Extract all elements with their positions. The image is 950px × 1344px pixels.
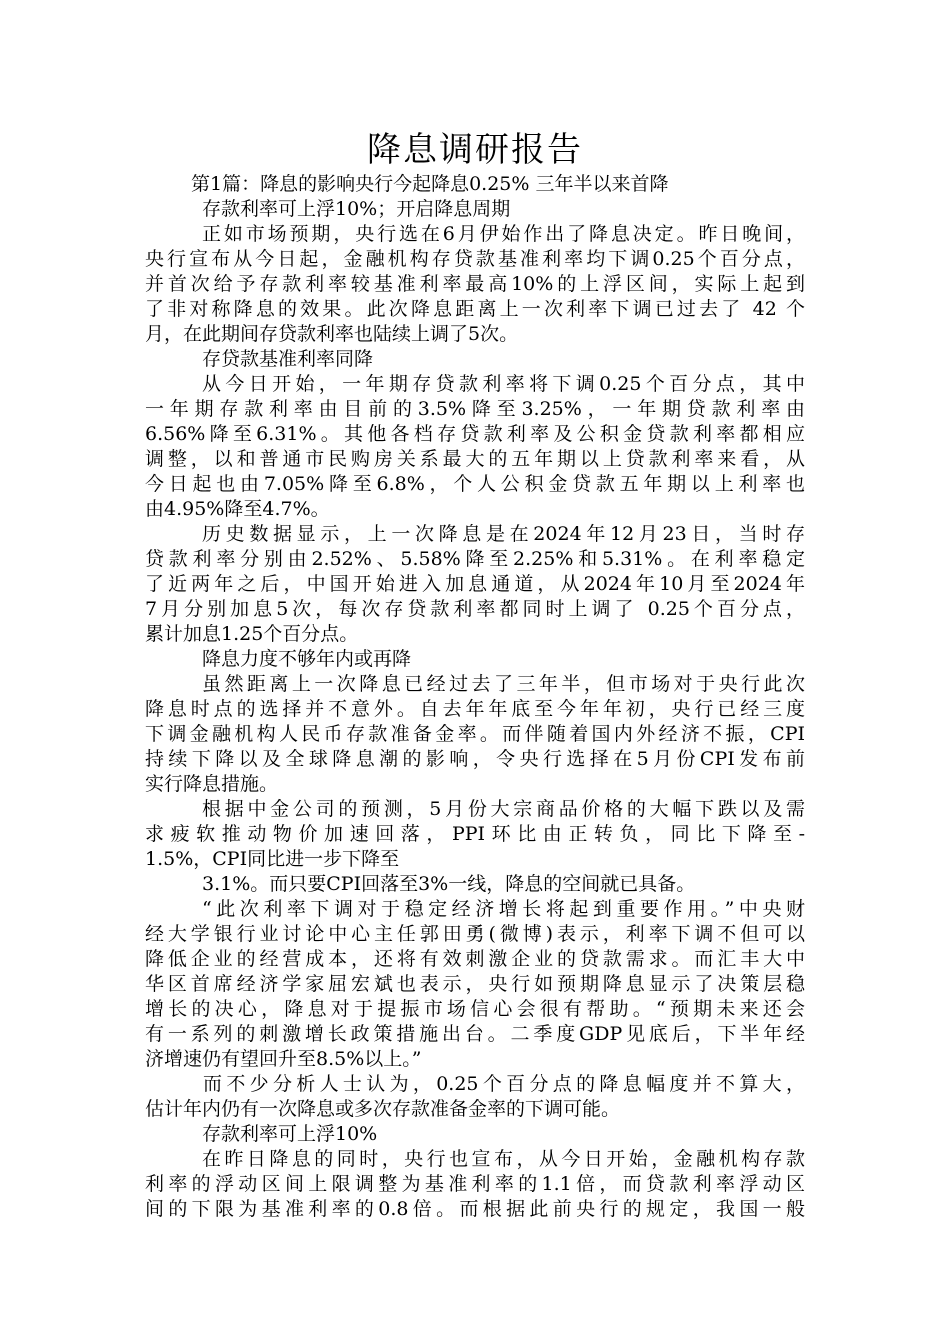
body-line: 济增速仍有望回升至8.5%以上。” — [145, 1048, 422, 1070]
body-line: 实行降息措施。 — [145, 773, 279, 795]
body-line: 今日起也由7.05%降至6.8%，个人公积金贷款五年期以上利率也 — [145, 473, 805, 495]
body-line: 存款利率可上浮10% — [202, 1123, 378, 1145]
body-line: 由4.95%降至4.7%。 — [145, 498, 330, 520]
body-line: 调整，以和普通市民购房关系最大的五年期以上贷款利率来看，从 — [145, 448, 805, 470]
body-line: 存款利率可上浮10%；开启降息周期 — [202, 198, 511, 220]
body-line: 了近两年之后，中国开始进入加息通道，从2024年10月至2024年 — [145, 573, 805, 595]
body-line: 从今日开始，一年期存贷款利率将下调0.25个百分点，其中 — [202, 373, 805, 395]
body-line: 6.56%降至6.31%。其他各档存贷款利率及公积金贷款利率都相应 — [145, 423, 805, 445]
body-line: 有一系列的刺激增长政策措施出台。二季度GDP见底后，下半年经 — [145, 1023, 805, 1045]
body-line: 经大学银行业讨论中心主任郭田勇(微博)表示，利率下调不但可以 — [145, 923, 805, 945]
body-line: 了非对称降息的效果。此次降息距离上一次利率下调已过去了 42 个 — [145, 298, 805, 320]
body-line: 1.5%，CPI同比进一步下降至 — [145, 848, 400, 870]
body-line: 利率的浮动区间上限调整为基准利率的1.1倍，而贷款利率浮动区 — [145, 1173, 805, 1195]
body-line: 累计加息1.25个百分点。 — [145, 623, 359, 645]
body-line: 降低企业的经营成本，还将有效刺激企业的贷款需求。而汇丰大中 — [145, 948, 805, 970]
body-line: “此次利率下调对于稳定经济增长将起到重要作用。”中央财 — [202, 898, 805, 920]
body-line: 第1篇：降息的影响央行今起降息0.25% 三年半以来首降 — [191, 173, 669, 195]
body-line: 增长的决心，降息对于提振市场信心会很有帮助。“预期未来还会 — [145, 998, 805, 1020]
body-line: 央行宣布从今日起，金融机构存贷款基准利率均下调0.25个百分点， — [145, 248, 805, 270]
body-line: 降息时点的选择并不意外。自去年年底至今年年初，央行已经三度 — [145, 698, 805, 720]
body-line: 根据中金公司的预测，5月份大宗商品价格的大幅下跌以及需 — [202, 798, 805, 820]
body-line: 3.1%。而只要CPI回落至3%一线，降息的空间就已具备。 — [202, 873, 696, 895]
body-line: 华区首席经济学家屈宏斌也表示，央行如预期降息显示了决策层稳 — [145, 973, 805, 995]
body-line: 持续下降以及全球降息潮的影响，令央行选择在5月份CPI发布前 — [145, 748, 805, 770]
body-line: 一年期存款利率由目前的3.5%降至3.25%，一年期贷款利率由 — [145, 398, 805, 420]
body-line: 在昨日降息的同时，央行也宣布，从今日开始，金融机构存款 — [202, 1148, 805, 1170]
document-title: 降息调研报告 — [367, 130, 583, 170]
body-line: 估计年内仍有一次降息或多次存款准备金率的下调可能。 — [145, 1098, 621, 1120]
document-body — [145, 172, 805, 1222]
body-line: 间的下限为基准利率的0.8倍。而根据此前央行的规定，我国一般 — [145, 1198, 805, 1220]
body-line: 而不少分析人士认为，0.25个百分点的降息幅度并不算大， — [203, 1073, 805, 1095]
body-line: 求疲软推动物价加速回落，PPI环比由正转负，同比下降至- — [145, 823, 805, 845]
body-line: 存贷款基准利率同降 — [202, 348, 374, 370]
body-line: 7月分别加息5次，每次存贷款利率都同时上调了 0.25个百分点， — [145, 598, 805, 620]
body-line: 并首次给予存款利率较基准利率最高10%的上浮区间，实际上起到 — [145, 273, 805, 295]
body-line: 贷款利率分别由2.52%、5.58%降至2.25%和5.31%。在利率稳定 — [145, 548, 805, 570]
body-line: 正如市场预期，央行选在6月伊始作出了降息决定。昨日晚间， — [202, 223, 805, 245]
body-line: 降息力度不够年内或再降 — [202, 648, 412, 670]
body-line: 月，在此期间存贷款利率也陆续上调了5次。 — [145, 323, 519, 345]
body-line: 下调金融机构人民币存款准备金率。而伴随着国内外经济不振，CPI — [145, 723, 805, 745]
body-line: 历史数据显示，上一次降息是在2024年12月23日，当时存 — [202, 523, 805, 545]
body-line: 虽然距离上一次降息已经过去了三年半，但市场对于央行此次 — [202, 673, 805, 695]
